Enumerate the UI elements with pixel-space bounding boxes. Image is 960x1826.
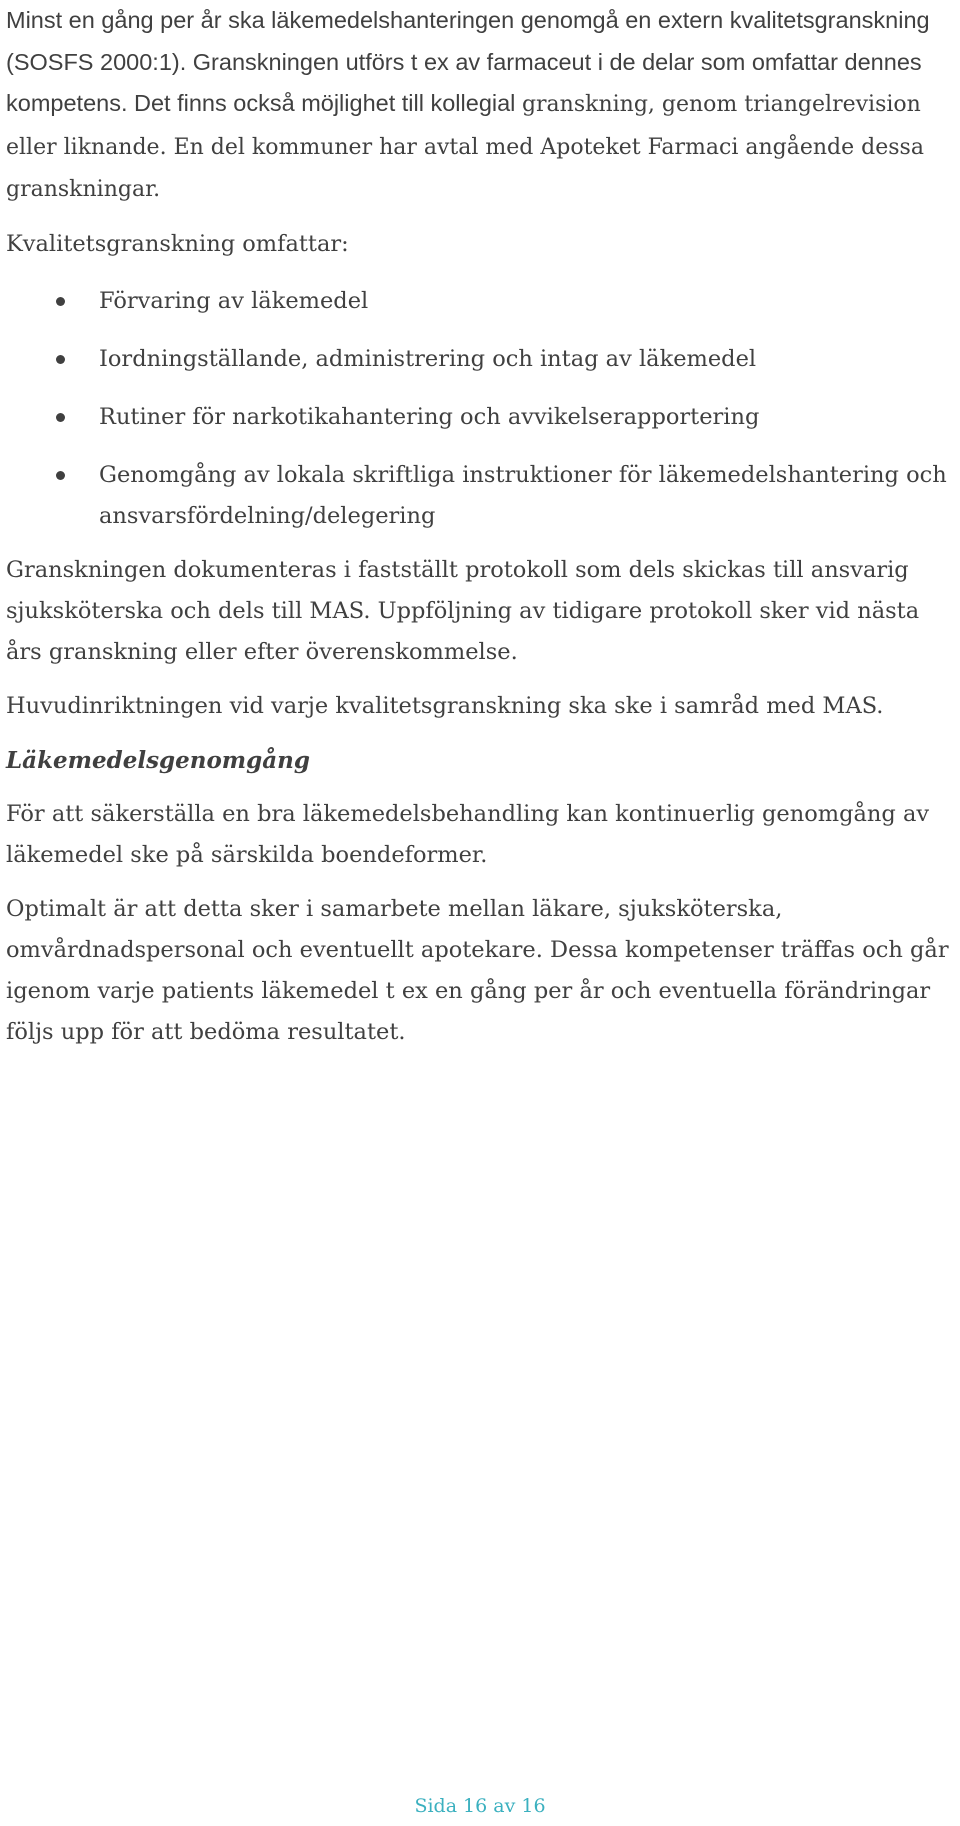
- list-item: [6, 339, 956, 380]
- list-item-text: Rutiner för narkotikahantering och avvikelserapportering: [99, 403, 760, 430]
- list-item: [6, 397, 956, 438]
- list-item-text: Förvaring av läkemedel: [99, 287, 369, 314]
- bullet-icon: [56, 297, 65, 306]
- section-paragraph: För att säkerställa en bra läkemedelsbehandling kan kontinuerlig genomgång av läkemedel ske på särskilda boendeformer.: [6, 800, 930, 868]
- page-number: Sida 16 av 16: [414, 1795, 546, 1817]
- bullet-icon: [56, 471, 65, 480]
- list-item: [6, 281, 956, 322]
- quality-review-lead: Kvalitetsgranskning omfattar:: [6, 230, 349, 257]
- section-heading: Läkemedelsgenomgång: [6, 746, 310, 774]
- list-item: [6, 455, 956, 537]
- documentation-paragraph: Granskningen dokumenteras i fastställt protokoll som dels skickas till ansvarig sjuksköterska och dels till MAS. Uppföljning av tidigare protokoll sker vid nästa års granskning eller efter överenskommelse.: [6, 556, 920, 665]
- document-body: [6, 0, 956, 1053]
- intro-sans-text: Minst en gång per år ska läkemedelshanteringen genomgå en extern kvalitetsgranskning (SOSFS 2000:1). Granskningen utförs t ex av farmaceut i de delar som omfattar dennes kompetens. Det finns också möjlighet till kollegial: [6, 7, 930, 116]
- list-item-text: Genomgång av lokala skriftliga instruktioner för läkemedelshantering och ansvarsfördelning/delegering: [99, 461, 947, 529]
- intro-paragraph: [6, 0, 956, 211]
- main-direction-paragraph: Huvudinriktningen vid varje kvalitetsgranskning ska ske i samråd med MAS.: [6, 692, 884, 719]
- bullet-icon: [56, 413, 65, 422]
- intro-serif-text: granskning, genom triangelrevision eller liknande. En del kommuner har avtal med Apoteket Farmaci angående dessa granskningar.: [6, 92, 924, 202]
- bullet-icon: [56, 355, 65, 364]
- list-item-text: Iordningställande, administrering och intag av läkemedel: [99, 345, 757, 372]
- section-paragraph: Optimalt är att detta sker i samarbete mellan läkare, sjuksköterska, omvårdnadspersonal och eventuellt apotekare. Dessa kompetenser träffas och går igenom varje patients läkemedel t ex en gång per år och eventuella förändringar följs upp för att bedöma resultatet.: [6, 895, 949, 1045]
- quality-review-list: [6, 281, 956, 537]
